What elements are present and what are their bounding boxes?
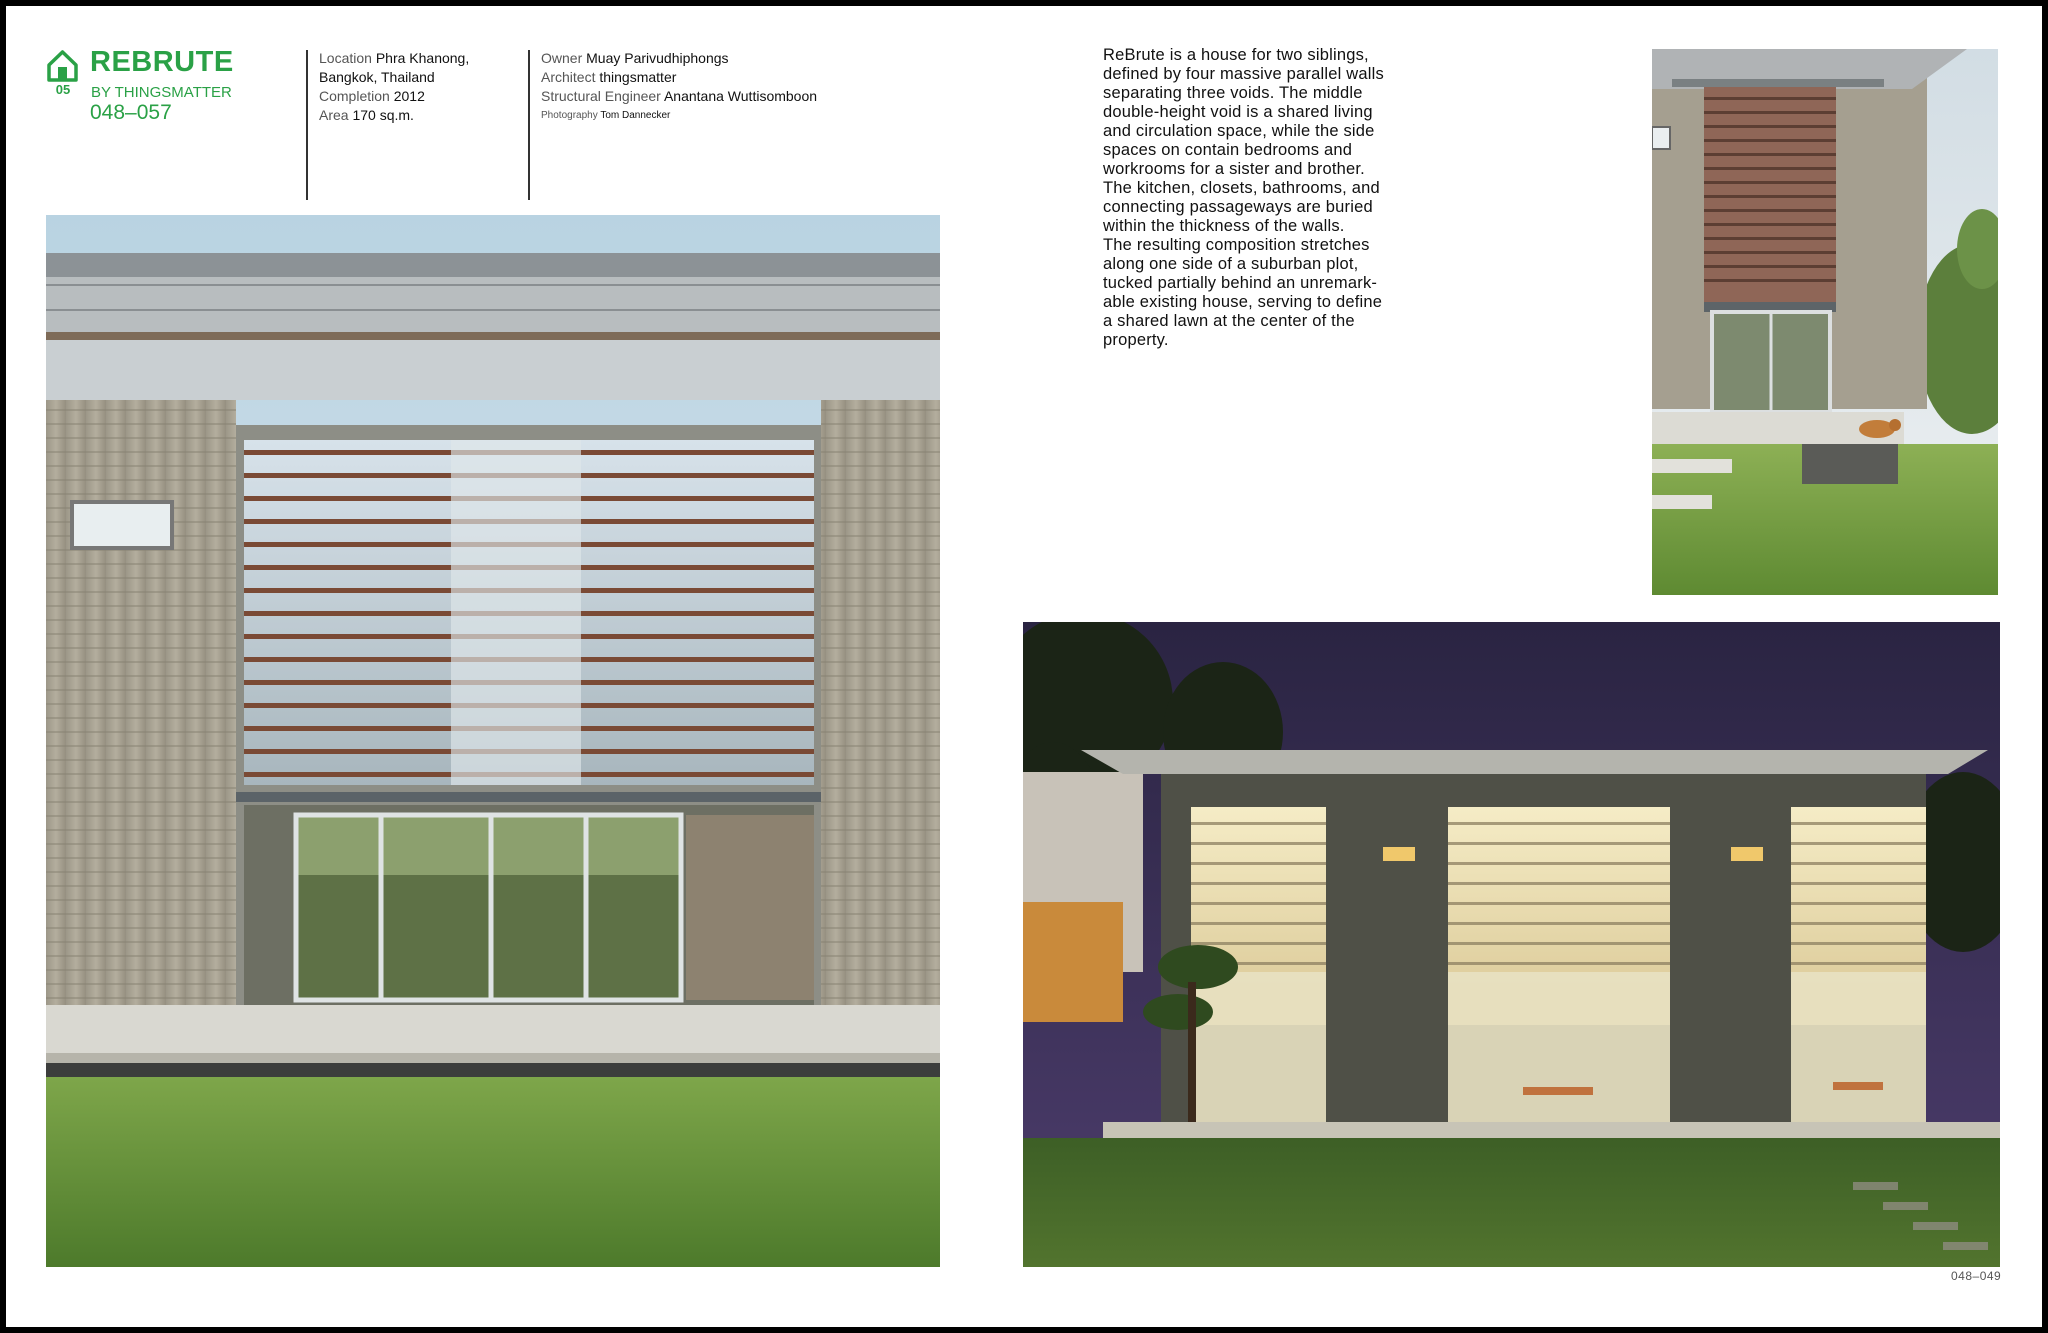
owner-value: Muay Parivudhiphongs — [586, 50, 729, 66]
architect-value: thingsmatter — [599, 69, 677, 85]
project-description — [1103, 46, 1433, 350]
description-line: double-height void is a shared living — [1103, 103, 1373, 121]
description-line: The kitchen, closets, bathrooms, and — [1103, 179, 1380, 197]
description-line: property. — [1103, 331, 1169, 349]
photo-facade-day — [46, 215, 940, 1267]
description-line: defined by four massive parallel walls — [1103, 65, 1384, 83]
description-line: The resulting composition stretches — [1103, 236, 1370, 254]
description-line: tucked partially behind an unremark- — [1103, 274, 1378, 292]
page-folio: 048–049 — [1951, 1269, 2002, 1283]
engineer-label: Structural Engineer — [541, 88, 661, 104]
description-line: separating three voids. The middle — [1103, 84, 1363, 102]
photography-label: Photography — [541, 110, 598, 121]
project-meta-credits — [541, 49, 817, 125]
architect-label: Architect — [541, 69, 596, 85]
area-label: Area — [319, 107, 349, 123]
completion-label: Completion — [319, 88, 390, 104]
photo-side-elevation — [1652, 49, 1998, 595]
house-icon — [46, 49, 79, 83]
location-value: Phra Khanong, — [375, 50, 470, 66]
description-line: spaces on contain bedrooms and — [1103, 141, 1353, 159]
description-line: ReBrute is a house for two siblings, — [1103, 46, 1369, 64]
description-line: workrooms for a sister and brother. — [1103, 160, 1365, 178]
owner-label: Owner — [541, 50, 583, 66]
location-value-2: Bangkok, Thailand — [319, 69, 435, 85]
description-line: along one side of a suburban plot, — [1103, 255, 1359, 273]
divider — [528, 50, 530, 200]
divider — [306, 50, 308, 200]
location-label: Location — [319, 50, 372, 66]
photo-night-view — [1023, 622, 2000, 1267]
project-byline: BY THINGSMATTER — [91, 84, 232, 101]
description-line: able existing house, serving to define — [1103, 293, 1383, 311]
project-page-range: 048–057 — [90, 101, 172, 124]
project-title: REBRUTE — [90, 46, 234, 78]
engineer-value: Anantana Wuttisomboon — [663, 88, 818, 104]
description-line: and circulation space, while the side — [1103, 122, 1375, 140]
magazine-spread — [6, 6, 2042, 1327]
completion-value: 2012 — [393, 88, 425, 104]
description-line: connecting passageways are buried — [1103, 198, 1373, 216]
project-meta-location — [319, 49, 469, 125]
photography-value: Tom Dannecker — [600, 110, 671, 121]
description-line: a shared lawn at the center of the — [1103, 312, 1355, 330]
description-line: within the thickness of the walls. — [1103, 217, 1345, 235]
area-value: 170 sq.m. — [352, 107, 414, 123]
issue-number: 05 — [55, 82, 71, 97]
